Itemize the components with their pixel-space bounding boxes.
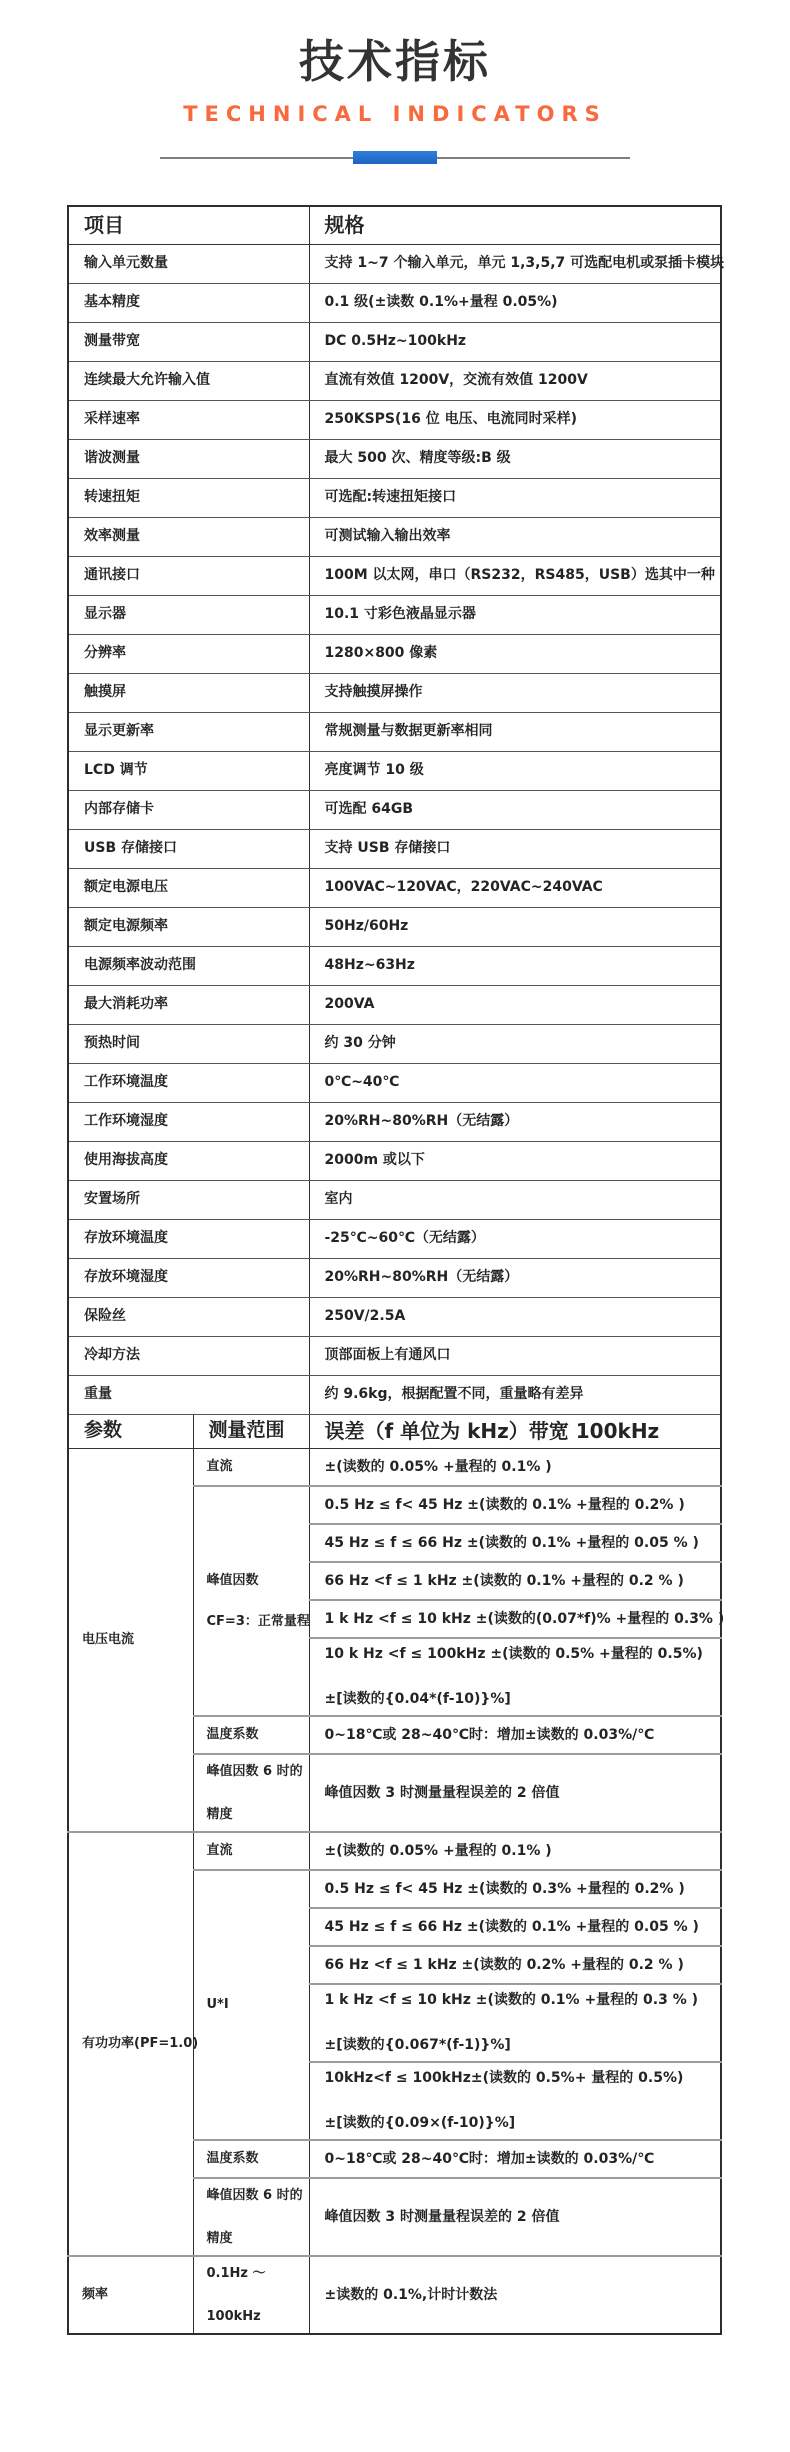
spec-label-cell: 效率测量 <box>68 517 309 556</box>
error-value-line2: ±[读数的{0.09×(f-10)}%] <box>324 2115 516 2132</box>
spec-value-cell: 100VAC~120VAC，220VAC~240VAC <box>309 868 721 907</box>
table-row <box>68 946 721 985</box>
spec-value-cell: 可选配:转速扭矩接口 <box>309 478 721 517</box>
error-value-cell: 45 Hz ≤ f ≤ 66 Hz ±(读数的 0.1% +量程的 0.05 % ) <box>309 1908 721 1946</box>
spec-value-cell: 250V/2.5A <box>309 1297 721 1336</box>
error-value-cell: 峰值因数 3 时测量量程误差的 2 倍值 <box>309 2178 721 2256</box>
table-row <box>68 1024 721 1063</box>
table-row <box>68 2256 721 2334</box>
param-group-active-power: 有功功率(PF=1.0) <box>68 1832 193 2256</box>
spec-label-cell: LCD 调节 <box>68 751 309 790</box>
table-row <box>68 556 721 595</box>
crest-factor-line2: CF=3：正常量程 <box>206 1614 310 1630</box>
spec-value-cell: 室内 <box>309 1180 721 1219</box>
crest6-line1: 峰值因数 6 时的 <box>206 2187 303 2203</box>
range-cell: 直流 <box>193 1832 309 1870</box>
error-value-cell: 45 Hz ≤ f ≤ 66 Hz ±(读数的 0.1% +量程的 0.05 % ) <box>309 1524 721 1562</box>
param-group-frequency: 频率 <box>68 2256 193 2334</box>
table-row <box>68 361 721 400</box>
table-row <box>68 1258 721 1297</box>
spec-label-cell: USB 存储接口 <box>68 829 309 868</box>
spec-value-cell: 0.1 级(±读数 0.1%+量程 0.05%) <box>309 283 721 322</box>
frequency-range-line1: 0.1Hz ～ <box>206 2265 266 2281</box>
spec-label-cell: 重量 <box>68 1375 309 1414</box>
spec-value-cell: 48Hz~63Hz <box>309 946 721 985</box>
spec-value-cell: 直流有效值 1200V，交流有效值 1200V <box>309 361 721 400</box>
frequency-range-line2: 100kHz <box>206 2309 261 2325</box>
spec-value-cell: 支持 USB 存储接口 <box>309 829 721 868</box>
spec-label-cell: 通讯接口 <box>68 556 309 595</box>
error-value-cell: 峰值因数 3 时测量量程误差的 2 倍值 <box>309 1754 721 1832</box>
table-row <box>68 244 721 283</box>
error-value-cell: ±读数的 0.1%,计时计数法 <box>309 2256 721 2334</box>
accuracy-header-error: 误差（f 单位为 kHz）带宽 100kHz <box>309 1414 721 1448</box>
table-row <box>68 595 721 634</box>
range-cell: 直流 <box>193 1448 309 1486</box>
range-cell: 温度系数 <box>193 2140 309 2178</box>
crest6-line2: 精度 <box>206 1807 233 1823</box>
error-value-cell: 0~18℃或 28~40℃时：增加±读数的 0.03%/℃ <box>309 2140 721 2178</box>
error-value-cell <box>309 1984 721 2062</box>
spec-value-cell: 支持触摸屏操作 <box>309 673 721 712</box>
spec-label-cell: 采样速率 <box>68 400 309 439</box>
spec-value-cell: 1280×800 像素 <box>309 634 721 673</box>
table-row <box>68 283 721 322</box>
spec-value-cell: DC 0.5Hz~100kHz <box>309 322 721 361</box>
error-value-cell <box>309 1638 721 1716</box>
accuracy-header-range: 测量范围 <box>193 1414 309 1448</box>
spec-value-cell: 20%RH~80%RH（无结露） <box>309 1102 721 1141</box>
table-row <box>68 400 721 439</box>
error-value-cell <box>309 2062 721 2140</box>
spec-label-cell: 冷却方法 <box>68 1336 309 1375</box>
spec-label-cell: 触摸屏 <box>68 673 309 712</box>
spec-header-value: 规格 <box>309 206 721 244</box>
error-value-line2: ±[读数的{0.04*(f-10)}%] <box>324 1691 511 1708</box>
spec-label-cell: 连续最大允许输入值 <box>68 361 309 400</box>
spec-label-cell: 电源频率波动范围 <box>68 946 309 985</box>
spec-header-item: 项目 <box>68 206 309 244</box>
range-cell-frequency <box>193 2256 309 2334</box>
table-row <box>68 712 721 751</box>
spec-value-cell: 最大 500 次、精度等级:B 级 <box>309 439 721 478</box>
spec-label-cell: 内部存储卡 <box>68 790 309 829</box>
table-row <box>68 1448 721 1486</box>
error-value-cell: 1 k Hz <f ≤ 10 kHz ±(读数的(0.07*f)% +量程的 0.3% ) <box>309 1600 721 1638</box>
error-value-cell: ±(读数的 0.05% +量程的 0.1% ) <box>309 1448 721 1486</box>
error-value-cell: 0~18℃或 28~40℃时：增加±读数的 0.03%/℃ <box>309 1716 721 1754</box>
range-cell-crest6 <box>193 1754 309 1832</box>
error-value-cell: 66 Hz <f ≤ 1 kHz ±(读数的 0.2% +量程的 0.2 % ) <box>309 1946 721 1984</box>
page-subtitle: TECHNICAL INDICATORS <box>183 102 607 127</box>
spec-label-cell: 使用海拔高度 <box>68 1141 309 1180</box>
range-cell-ui: U*I <box>193 1870 309 2140</box>
spec-label-cell: 最大消耗功率 <box>68 985 309 1024</box>
spec-value-cell: 常规测量与数据更新率相同 <box>309 712 721 751</box>
spec-label-cell: 谐波测量 <box>68 439 309 478</box>
table-row <box>68 439 721 478</box>
spec-value-cell: 20%RH~80%RH（无结露） <box>309 1258 721 1297</box>
table-row <box>68 478 721 517</box>
spec-label-cell: 分辨率 <box>68 634 309 673</box>
crest6-line1: 峰值因数 6 时的 <box>206 1763 303 1779</box>
table-row <box>68 322 721 361</box>
spec-value-cell: 0℃~40℃ <box>309 1063 721 1102</box>
table-row <box>68 1336 721 1375</box>
error-value-cell: ±(读数的 0.05% +量程的 0.1% ) <box>309 1832 721 1870</box>
table-row <box>68 1180 721 1219</box>
table-row <box>68 634 721 673</box>
spec-label-cell: 测量带宽 <box>68 322 309 361</box>
table-row <box>68 790 721 829</box>
crest6-line2: 精度 <box>206 2231 233 2247</box>
range-cell-crest-factor <box>193 1486 309 1716</box>
table-row <box>68 751 721 790</box>
table-row <box>68 1141 721 1180</box>
table-row <box>68 868 721 907</box>
spec-value-cell: 约 9.6kg，根据配置不同，重量略有差异 <box>309 1375 721 1414</box>
spec-value-cell: 100M 以太网，串口（RS232，RS485，USB）选其中一种 <box>309 556 721 595</box>
accuracy-header-row <box>68 1414 721 1448</box>
spec-label-cell: 显示器 <box>68 595 309 634</box>
title-divider <box>160 151 630 165</box>
spec-value-cell: 亮度调节 10 级 <box>309 751 721 790</box>
spec-value-cell: 约 30 分钟 <box>309 1024 721 1063</box>
spec-value-cell: 支持 1~7 个输入单元，单元 1,3,5,7 可选配电机或泵插卡模块 <box>309 244 721 283</box>
spec-label-cell: 额定电源电压 <box>68 868 309 907</box>
table-row <box>68 1219 721 1258</box>
crest-factor-line1: 峰值因数 <box>206 1572 259 1588</box>
page-header <box>0 0 790 165</box>
error-value-cell: 66 Hz <f ≤ 1 kHz ±(读数的 0.1% +量程的 0.2 % ) <box>309 1562 721 1600</box>
table-row <box>68 907 721 946</box>
spec-label-cell: 保险丝 <box>68 1297 309 1336</box>
spec-label-cell: 显示更新率 <box>68 712 309 751</box>
spec-label-cell: 预热时间 <box>68 1024 309 1063</box>
spec-label-cell: 存放环境温度 <box>68 1219 309 1258</box>
error-value-line1: 1 k Hz <f ≤ 10 kHz ±(读数的 0.1% +量程的 0.3 % ) <box>324 1992 699 2009</box>
error-value-cell: 0.5 Hz ≤ f< 45 Hz ±(读数的 0.1% +量程的 0.2% ) <box>309 1486 721 1524</box>
table-row <box>68 985 721 1024</box>
table-row <box>68 1063 721 1102</box>
spec-value-cell: -25℃~60℃（无结露） <box>309 1219 721 1258</box>
accuracy-header-param: 参数 <box>68 1414 193 1448</box>
table-row <box>68 517 721 556</box>
error-value-line1: 10kHz<f ≤ 100kHz±(读数的 0.5%+ 量程的 0.5%) <box>324 2070 684 2087</box>
spec-label-cell: 安置场所 <box>68 1180 309 1219</box>
spec-label-cell: 输入单元数量 <box>68 244 309 283</box>
spec-label-cell: 基本精度 <box>68 283 309 322</box>
page-title: 技术指标 <box>298 35 491 88</box>
table-row <box>68 673 721 712</box>
spec-value-cell: 250KSPS(16 位 电压、电流同时采样) <box>309 400 721 439</box>
spec-value-cell: 可测试输入输出效率 <box>309 517 721 556</box>
range-cell: 温度系数 <box>193 1716 309 1754</box>
spec-value-cell: 2000m 或以下 <box>309 1141 721 1180</box>
spec-label-cell: 转速扭矩 <box>68 478 309 517</box>
error-value-cell: 0.5 Hz ≤ f< 45 Hz ±(读数的 0.3% +量程的 0.2% ) <box>309 1870 721 1908</box>
divider-accent-bar <box>353 151 437 164</box>
table-row <box>68 1375 721 1414</box>
spec-table <box>67 205 725 2335</box>
spec-value-cell: 200VA <box>309 985 721 1024</box>
spec-label-cell: 工作环境温度 <box>68 1063 309 1102</box>
error-value-line1: 10 k Hz <f ≤ 100kHz ±(读数的 0.5% +量程的 0.5%) <box>324 1646 703 1663</box>
table-row <box>68 1102 721 1141</box>
spec-value-cell: 顶部面板上有通风口 <box>309 1336 721 1375</box>
table-row <box>68 1297 721 1336</box>
spec-value-cell: 10.1 寸彩色液晶显示器 <box>309 595 721 634</box>
table-row <box>68 1832 721 1870</box>
spec-value-cell: 可选配 64GB <box>309 790 721 829</box>
spec-table-container <box>67 205 723 2335</box>
range-cell-crest6 <box>193 2178 309 2256</box>
spec-label-cell: 工作环境湿度 <box>68 1102 309 1141</box>
spec-label-cell: 存放环境湿度 <box>68 1258 309 1297</box>
table-row <box>68 829 721 868</box>
error-value-line2: ±[读数的{0.067*(f-1)}%] <box>324 2037 511 2054</box>
param-group-voltage-current: 电压电流 <box>68 1448 193 1832</box>
spec-header-row <box>68 206 721 244</box>
spec-label-cell: 额定电源频率 <box>68 907 309 946</box>
spec-value-cell: 50Hz/60Hz <box>309 907 721 946</box>
